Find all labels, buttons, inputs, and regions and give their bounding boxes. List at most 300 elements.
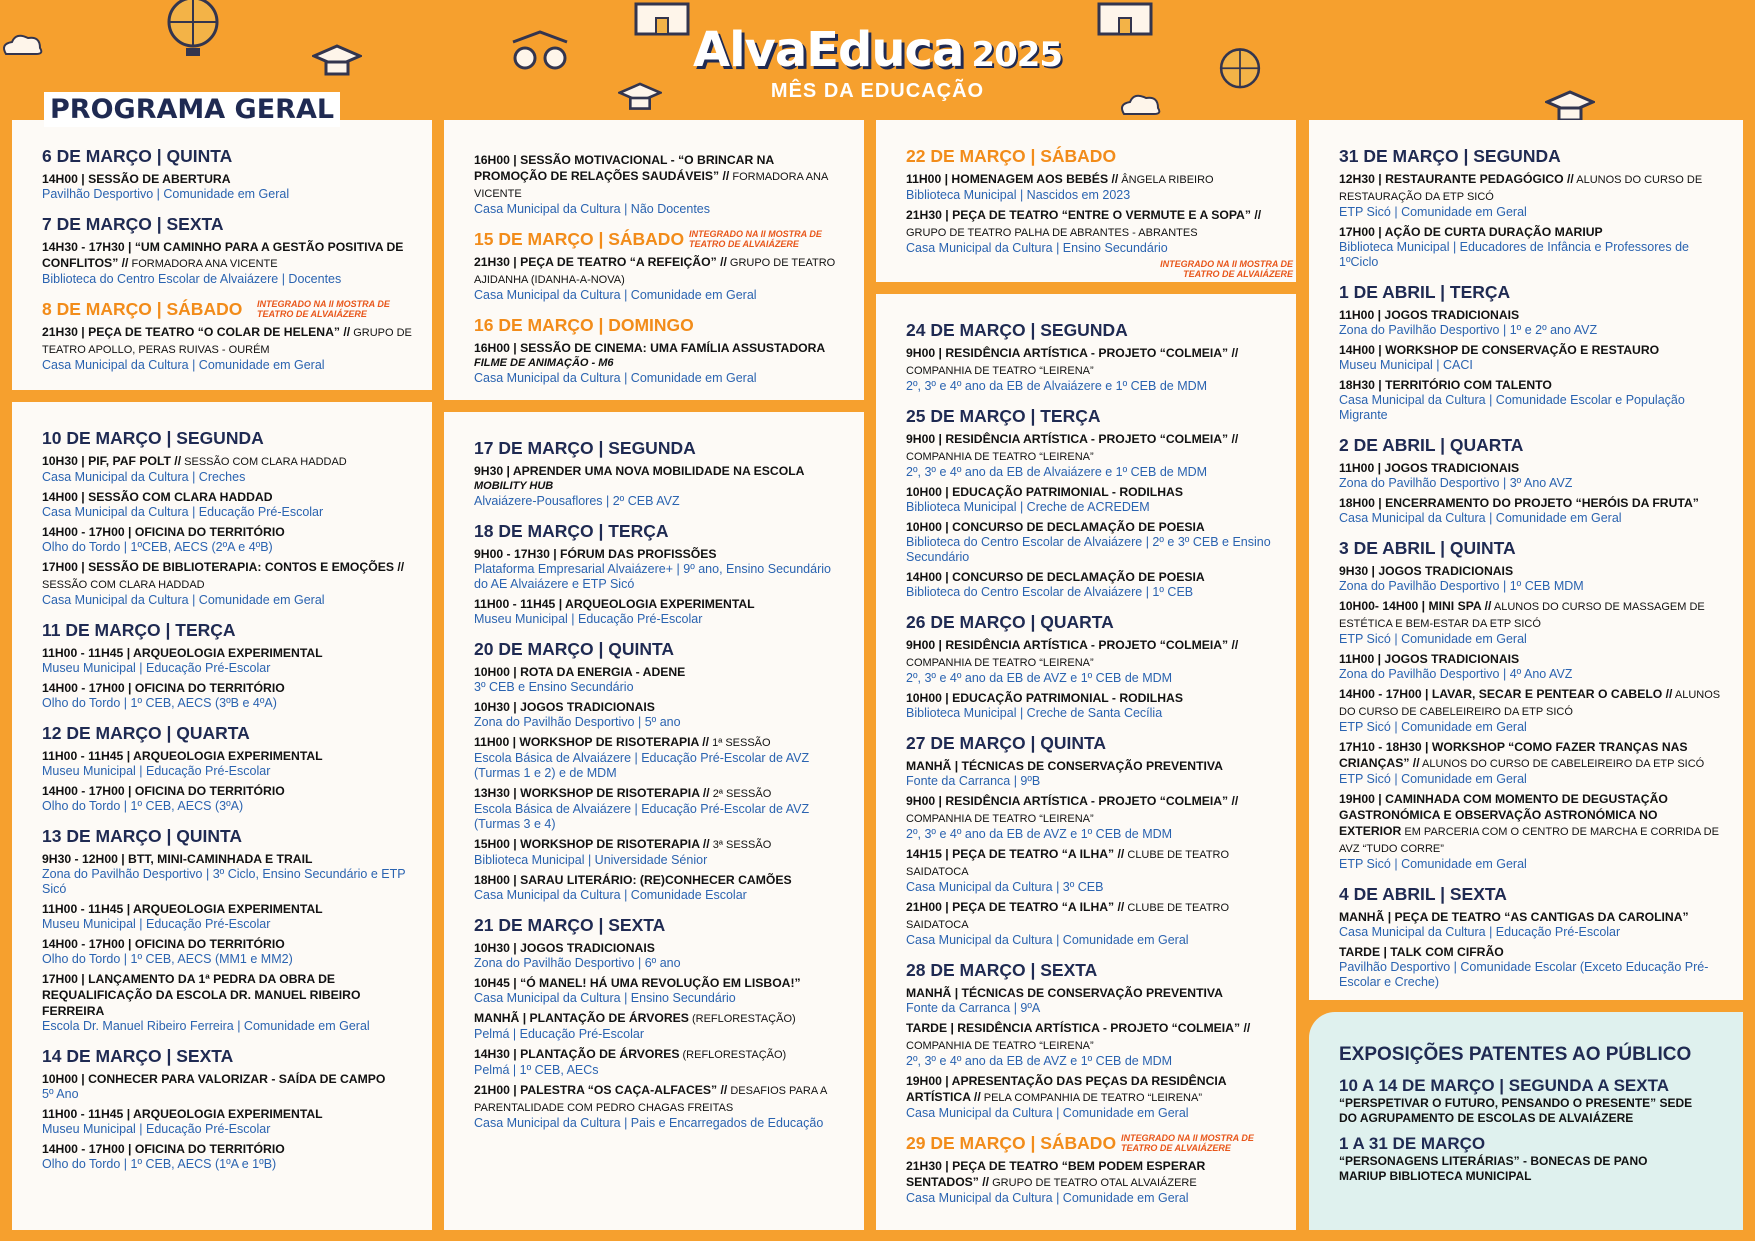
event-item xyxy=(906,793,1276,842)
event-location: Museu Municipal | Educação Pré-Escolar xyxy=(42,764,271,778)
event-location: ETP Sicó | Comunidade em Geral xyxy=(1339,632,1527,646)
event-location: Plataforma Empresarial Alvaiázere+ | 9º ano, Ensino Secundário do AE Alvaiázere e ETP Sicó xyxy=(474,562,831,591)
program-title: PROGRAMA GERAL xyxy=(44,92,340,127)
event-location: ETP Sicó | Comunidade em Geral xyxy=(1339,205,1527,219)
event-title: 14H30 - 17H30 | “UM CAMINHO PARA A GESTÃO POSITIVA DE CONFLITOS” // xyxy=(42,240,404,270)
event-title: 14H00 - 17H00 | OFICINA DO TERRITÓRIO xyxy=(42,1142,285,1156)
event-location: Casa Municipal da Cultura | Pais e Encarregados de Educação xyxy=(474,1116,824,1130)
event-title: 14H15 | PEÇA DE TEATRO “A ILHA” // xyxy=(906,847,1125,861)
event-detail: COMPANHIA DE TEATRO “LEIRENA” xyxy=(906,1040,1094,1052)
event-item xyxy=(42,324,412,373)
event-title: 21H30 | PEÇA DE TEATRO “O COLAR DE HELENA” // xyxy=(42,325,351,339)
day-heading: 27 DE MARÇO | QUINTA xyxy=(906,733,1107,753)
event-location: Casa Municipal da Cultura | Não Docentes xyxy=(474,202,711,216)
event-detail: COMPANHIA DE TEATRO “LEIRENA” xyxy=(906,451,1094,463)
event-location: Biblioteca Municipal | Creche de ACREDEM xyxy=(906,500,1150,514)
event-title: 14H00 - 17H00 | OFICINA DO TERRITÓRIO xyxy=(42,937,285,951)
event-item xyxy=(906,171,1276,203)
day-heading: 21 DE MARÇO | SEXTA xyxy=(474,915,666,935)
event-location: Casa Municipal da Cultura | 3º CEB xyxy=(906,880,1104,894)
event-title: 18H30 | TERRITÓRIO COM TALENTO xyxy=(1339,378,1552,392)
event-detail: PELA COMPANHIA DE TEATRO “LEIRENA” xyxy=(980,1092,1202,1104)
theatre-show-tag: INTEGRADO NA II MOSTRA DE TEATRO DE ALVAIÁZERE xyxy=(1121,1133,1254,1153)
event-detail: COMPANHIA DE TEATRO “LEIRENA” xyxy=(906,657,1094,669)
event-location: Casa Municipal da Cultura | Educação Pré-Escolar xyxy=(1339,925,1621,939)
event-location: Fonte da Carranca | 9ºA xyxy=(906,1001,1041,1015)
event-location: Olho do Tordo | 1ºCEB, AECS (2ºA e 4ºB) xyxy=(42,540,273,554)
event-item xyxy=(906,1158,1276,1206)
brand-title: AlvaEduca xyxy=(692,22,964,78)
event-item xyxy=(1339,651,1723,682)
event-location: Museu Municipal | Educação Pré-Escolar xyxy=(42,1122,271,1136)
schedule-panel-col2-bottom xyxy=(444,412,864,1230)
event-title: 10H00 | EDUCAÇÃO PATRIMONIAL - RODILHAS xyxy=(906,691,1183,705)
day-heading: 4 DE ABRIL | SEXTA xyxy=(1339,884,1507,904)
event-item xyxy=(474,699,844,730)
event-title: 10H00- 14H00 | MINI SPA // xyxy=(1339,599,1492,613)
day-heading: 26 DE MARÇO | QUARTA xyxy=(906,612,1114,632)
event-location: Casa Municipal da Cultura | Ensino Secundário xyxy=(474,991,736,1005)
event-detail: CLUBE DE TEATRO SAIDATOCA xyxy=(906,902,1230,931)
theatre-show-tag: INTEGRADO NA II MOSTRA DE TEATRO DE ALVAIÁZERE xyxy=(1160,259,1293,279)
event-location: Casa Municipal da Cultura | Comunidade em Geral xyxy=(474,371,757,385)
schedule-panel-col1-top xyxy=(12,120,432,390)
event-location: Casa Municipal da Cultura | Comunidade em Geral xyxy=(474,288,757,302)
event-location: Casa Municipal da Cultura | Educação Pré-Escolar xyxy=(42,505,324,519)
event-title: 10H30 | PIF, PAF POLT // xyxy=(42,454,182,468)
event-location: Museu Municipal | Educação Pré-Escolar xyxy=(42,661,271,675)
event-item xyxy=(1339,686,1723,735)
event-detail: SESSÃO COM CLARA HADDAD xyxy=(181,456,347,468)
event-title: MANHÃ | PLANTAÇÃO DE ÁRVORES xyxy=(474,1011,689,1025)
event-location: Olho do Tordo | 1º CEB, AECS (3ºB e 4ºA) xyxy=(42,696,277,710)
event-title: 16H00 | SESSÃO DE CINEMA: UMA FAMÍLIA ASSUSTADORA xyxy=(474,341,826,355)
event-location: Pelmá | Educação Pré-Escolar xyxy=(474,1027,644,1041)
event-location: Biblioteca do Centro Escolar de Alvaiázere | 1º CEB xyxy=(906,585,1194,599)
event-item xyxy=(474,254,844,303)
event-location: 2º, 3º e 4º ano da EB de AVZ e 1º CEB de MDM xyxy=(906,827,1173,841)
event-title: 11H00 - 11H45 | ARQUEOLOGIA EXPERIMENTAL xyxy=(42,902,323,916)
event-detail: EM PARCERIA COM O CENTRO DE MARCHA E CORRIDA DE AVZ “TUDO CORRE” xyxy=(1339,826,1719,855)
event-location: Zona do Pavilhão Desportivo | 3º Ciclo, Ensino Secundário e ETP Sicó xyxy=(42,867,406,896)
exhibition-item xyxy=(1339,1134,1723,1184)
event-location: Casa Municipal da Cultura | Comunidade em Geral xyxy=(906,1191,1189,1205)
event-item xyxy=(474,340,844,386)
event-title: 10H30 | JOGOS TRADICIONAIS xyxy=(474,700,655,714)
event-item xyxy=(474,836,844,868)
event-title: 17H00 | SESSÃO DE BIBLIOTERAPIA: CONTOS E EMOÇÕES // xyxy=(42,560,405,574)
event-location: 2º, 3º e 4º ano da EB de AVZ e 1º CEB de MDM xyxy=(906,671,1173,685)
event-item xyxy=(1339,171,1723,220)
event-title: 19H00 | CAMINHADA COM MOMENTO DE DEGUSTAÇÃO GASTRONÓMICA E OBSERVAÇÃO ASTRONÓMICA NO EXTERIOR xyxy=(1339,792,1668,838)
event-location: Casa Municipal da Cultura | Comunidade em Geral xyxy=(906,1106,1189,1120)
event-item xyxy=(42,559,412,608)
day-block xyxy=(1339,282,1723,423)
event-detail: ALUNOS DO CURSO DE CABELEIREIRO DA ETP SICÓ xyxy=(1339,689,1721,718)
event-title: 13H30 | WORKSHOP DE RISOTERAPIA // xyxy=(474,786,710,800)
day-heading: 14 DE MARÇO | SEXTA xyxy=(42,1046,234,1066)
exhibition-text: “PERSPETIVAR O FUTURO, PENSANDO O PRESENTE” SEDE DO AGRUPAMENTO DE ESCOLAS DE ALVAIÁZERE xyxy=(1339,1096,1693,1125)
schedule-panel-col3-top xyxy=(876,120,1296,282)
event-location: Casa Municipal da Cultura | Comunidade Escolar xyxy=(474,888,747,902)
event-location: Zona do Pavilhão Desportivo | 5º ano xyxy=(474,715,681,729)
event-location: Escola Básica de Alvaiázere | Educação Pré-Escolar de AVZ (Turmas 3 e 4) xyxy=(474,802,810,831)
event-title: 21H30 | PEÇA DE TEATRO “BEM PODEM ESPERAR SENTADOS” // xyxy=(906,1159,1206,1189)
event-item xyxy=(42,680,412,711)
event-title: 11H00 | JOGOS TRADICIONAIS xyxy=(1339,652,1520,666)
event-title: 17H10 - 18H30 | WORKSHOP “COMO FAZER TRANÇAS NAS CRIANÇAS” // xyxy=(1339,740,1688,770)
event-location: 2º, 3º e 4º ano da EB de Alvaiázere e 1º CEB de MDM xyxy=(906,465,1208,479)
event-detail: CLUBE DE TEATRO SAIDATOCA xyxy=(906,849,1230,878)
event-detail: DESAFIOS PARA A PARENTALIDADE COM PEDRO CHAGAS FREITAS xyxy=(474,1085,827,1114)
event-location: Zona do Pavilhão Desportivo | 3º Ano AVZ xyxy=(1339,476,1573,490)
event-item xyxy=(42,1141,412,1172)
event-title: 14H00 - 17H00 | OFICINA DO TERRITÓRIO xyxy=(42,525,285,539)
event-item xyxy=(474,152,844,217)
day-block xyxy=(1339,146,1723,270)
brand-year: 2025 xyxy=(971,35,1063,75)
event-location: Zona do Pavilhão Desportivo | 1º CEB MDM xyxy=(1339,579,1584,593)
event-item xyxy=(474,463,844,509)
event-item xyxy=(474,596,844,627)
event-location: Biblioteca do Centro Escolar de Alvaiázere | 2º e 3º CEB e Ensino Secundário xyxy=(906,535,1271,564)
day-heading: 6 DE MARÇO | QUINTA xyxy=(42,146,233,166)
day-heading: 28 DE MARÇO | SEXTA xyxy=(906,960,1098,980)
event-title: 17H00 | AÇÃO DE CURTA DURAÇÃO MARIUP xyxy=(1339,225,1603,239)
header xyxy=(0,22,1755,103)
event-location: Biblioteca Municipal | Educadores de Infância e Professores de 1ºCiclo xyxy=(1339,240,1689,269)
event-title: 18H00 | SARAU LITERÁRIO: (RE)CONHECER CAMÕES xyxy=(474,873,792,887)
event-detail: ALUNOS DO CURSO DE CABELEIREIRO DA ETP SICÓ xyxy=(1419,758,1705,770)
event-title: 18H00 | ENCERRAMENTO DO PROJETO “HERÓIS DA FRUTA” xyxy=(1339,496,1699,510)
event-item xyxy=(474,785,844,832)
event-title: 11H00 | JOGOS TRADICIONAIS xyxy=(1339,461,1520,475)
event-title: 11H00 - 11H45 | ARQUEOLOGIA EXPERIMENTAL xyxy=(42,1107,323,1121)
event-item xyxy=(906,690,1276,721)
event-title: 14H30 | PLANTAÇÃO DE ÁRVORES xyxy=(474,1047,680,1061)
event-title: 14H00 - 17H00 | OFICINA DO TERRITÓRIO xyxy=(42,784,285,798)
day-heading: 17 DE MARÇO | SEGUNDA xyxy=(474,438,696,458)
schedule-panel-col4 xyxy=(1309,120,1743,1000)
event-item xyxy=(1339,791,1723,872)
event-item xyxy=(1339,739,1723,787)
event-title: MANHÃ | PEÇA DE TEATRO “AS CANTIGAS DA CAROLINA” xyxy=(1339,910,1689,924)
event-title: 10H30 | JOGOS TRADICIONAIS xyxy=(474,941,655,955)
event-item xyxy=(42,489,412,520)
event-title: 9H30 | JOGOS TRADICIONAIS xyxy=(1339,564,1514,578)
day-block xyxy=(42,299,412,373)
event-title: 10H00 | ROTA DA ENERGIA - ADENE xyxy=(474,665,686,679)
day-block xyxy=(906,733,1276,948)
event-item xyxy=(42,524,412,555)
event-location: 2º, 3º e 4º ano da EB de Alvaiázere e 1º CEB de MDM xyxy=(906,379,1208,393)
event-item xyxy=(906,569,1276,600)
event-location: Biblioteca Municipal | Nascidos em 2023 xyxy=(906,188,1131,202)
event-item xyxy=(42,239,412,287)
exhibition-text: “PERSONAGENS LITERÁRIAS” - BONECAS DE PANO MARIUP BIBLIOTECA MUNICIPAL xyxy=(1339,1154,1648,1183)
day-block xyxy=(906,146,1276,256)
event-detail: GRUPO DE TEATRO OTAL ALVAIÁZERE xyxy=(989,1177,1197,1189)
event-title: 9H00 | RESIDÊNCIA ARTÍSTICA - PROJETO “COLMEIA” // xyxy=(906,794,1239,808)
event-title: 9H00 | RESIDÊNCIA ARTÍSTICA - PROJETO “COLMEIA” // xyxy=(906,638,1239,652)
event-title: 9H00 | RESIDÊNCIA ARTÍSTICA - PROJETO “COLMEIA” // xyxy=(906,432,1239,446)
day-heading: 2 DE ABRIL | QUARTA xyxy=(1339,435,1524,455)
event-item xyxy=(906,431,1276,480)
event-item xyxy=(906,207,1276,256)
event-detail: ALUNOS DO CURSO DE MASSAGEM DE ESTÉTICA E BEM-ESTAR DA ETP SICÓ xyxy=(1339,601,1705,630)
day-block xyxy=(1339,884,1723,990)
event-title: 11H00 - 11H45 | ARQUEOLOGIA EXPERIMENTAL xyxy=(42,749,323,763)
event-location: Casa Municipal da Cultura | Comunidade Escolar e População Migrante xyxy=(1339,393,1685,422)
event-title: 15H00 | WORKSHOP DE RISOTERAPIA // xyxy=(474,837,710,851)
event-detail: (REFLORESTAÇÃO) xyxy=(688,1013,796,1025)
event-item xyxy=(42,645,412,676)
event-title: 10H00 | CONCURSO DE DECLAMAÇÃO DE POESIA xyxy=(906,520,1205,534)
event-item xyxy=(1339,909,1723,940)
event-item xyxy=(1339,307,1723,338)
event-item xyxy=(906,846,1276,895)
day-block xyxy=(474,639,844,903)
day-block xyxy=(474,438,844,509)
event-title: 17H00 | LANÇAMENTO DA 1ª PEDRA DA OBRA DE REQUALIFICAÇÃO DA ESCOLA DR. MANUEL RIBEIRO FERREIRA xyxy=(42,972,361,1018)
event-title: 9H30 | APRENDER UMA NOVA MOBILIDADE NA ESCOLA xyxy=(474,464,805,478)
event-title: 21H30 | PEÇA DE TEATRO “A REFEIÇÃO” // xyxy=(474,255,727,269)
day-block xyxy=(906,1133,1276,1206)
event-title: 10H00 | CONHECER PARA VALORIZAR - SAÍDA DE CAMPO xyxy=(42,1072,386,1086)
event-title: 14H00 | WORKSHOP DE CONSERVAÇÃO E RESTAURO xyxy=(1339,343,1660,357)
day-block xyxy=(474,315,844,386)
day-block xyxy=(42,146,412,202)
event-title: TARDE | RESIDÊNCIA ARTÍSTICA - PROJETO “COLMEIA” // xyxy=(906,1021,1251,1035)
theatre-show-tag: INTEGRADO NA II MOSTRA DE TEATRO DE ALVAIÁZERE xyxy=(257,299,390,319)
event-location: Casa Municipal da Cultura | Ensino Secundário xyxy=(906,241,1168,255)
event-item xyxy=(42,171,412,202)
event-detail: 3ª SESSÃO xyxy=(709,839,772,851)
event-location: ETP Sicó | Comunidade em Geral xyxy=(1339,772,1527,786)
day-block xyxy=(906,960,1276,1121)
day-block xyxy=(474,915,844,1131)
event-item xyxy=(906,1020,1276,1069)
event-title: 12H30 | RESTAURANTE PEDAGÓGICO // xyxy=(1339,172,1574,186)
event-title: 9H30 - 12H00 | BTT, MINI-CAMINHADA E TRAIL xyxy=(42,852,313,866)
day-block xyxy=(474,521,844,627)
day-heading: 7 DE MARÇO | SEXTA xyxy=(42,214,224,234)
event-title: 9H00 - 17H30 | FÓRUM DAS PROFISSÕES xyxy=(474,547,717,561)
day-heading: 1 DE ABRIL | TERÇA xyxy=(1339,282,1511,302)
event-title: 10H00 | EDUCAÇÃO PATRIMONIAL - RODILHAS xyxy=(906,485,1183,499)
event-item xyxy=(42,453,412,485)
event-item xyxy=(906,519,1276,565)
event-title: MANHÃ | TÉCNICAS DE CONSERVAÇÃO PREVENTIVA xyxy=(906,986,1223,1000)
event-location: Casa Municipal da Cultura | Creches xyxy=(42,470,246,484)
event-detail: 2ª SESSÃO xyxy=(709,788,772,800)
event-location: Biblioteca do Centro Escolar de Alvaiázere | Docentes xyxy=(42,272,342,286)
event-title: 21H00 | PEÇA DE TEATRO “A ILHA” // xyxy=(906,900,1125,914)
event-detail: GRUPO DE TEATRO APOLLO, PERAS RUIVAS - OURÉM xyxy=(42,327,412,356)
event-item xyxy=(42,901,412,932)
event-item xyxy=(1339,460,1723,491)
event-location: Pavilhão Desportivo | Comunidade Escolar (Exceto Educação Pré-Escolar e Creche) xyxy=(1339,960,1709,989)
event-location: Olho do Tordo | 1º CEB, AECS (MM1 e MM2) xyxy=(42,952,293,966)
day-heading: 15 DE MARÇO | SÁBADO xyxy=(474,229,685,249)
event-location: Zona do Pavilhão Desportivo | 6º ano xyxy=(474,956,681,970)
event-location: Escola Básica de Alvaiázere | Educação Pré-Escolar de AVZ (Turmas 1 e 2) e de MDM xyxy=(474,751,810,780)
event-title: 14H00 - 17H00 | LAVAR, SECAR E PENTEAR O CABELO // xyxy=(1339,687,1673,701)
event-location: Biblioteca Municipal | Creche de Santa Cecília xyxy=(906,706,1163,720)
event-detail: 1ª SESSÃO xyxy=(709,737,771,749)
event-title: 11H00 | JOGOS TRADICIONAIS xyxy=(1339,308,1520,322)
event-location: Biblioteca Municipal | Universidade Sénior xyxy=(474,853,708,867)
event-item xyxy=(474,1082,844,1131)
event-title: 14H00 | SESSÃO DE ABERTURA xyxy=(42,172,231,186)
event-location: Olho do Tordo | 1º CEB, AECS (3ºA) xyxy=(42,799,244,813)
event-title: TARDE | TALK COM CIFRÃO xyxy=(1339,945,1504,959)
event-title: 14H00 | CONCURSO DE DECLAMAÇÃO DE POESIA xyxy=(906,570,1205,584)
event-subtitle: FILME DE ANIMAÇÃO - M6 xyxy=(474,357,614,369)
event-item xyxy=(906,985,1276,1016)
exhibitions-panel xyxy=(1309,1012,1743,1230)
day-block xyxy=(474,152,844,217)
event-item xyxy=(906,1073,1276,1121)
event-item xyxy=(474,940,844,971)
day-block xyxy=(42,428,412,608)
event-item xyxy=(42,851,412,897)
event-detail: GRUPO DE TEATRO AJIDANHA (IDANHA-A-NOVA) xyxy=(474,257,836,286)
event-title: 11H00 | HOMENAGEM AOS BEBÉS // xyxy=(906,172,1119,186)
event-detail: GRUPO DE TEATRO PALHA DE ABRANTES - ABRANTES xyxy=(906,227,1198,239)
day-heading: 11 DE MARÇO | TERÇA xyxy=(42,620,236,640)
event-title: 10H45 | “Ó MANEL! HÁ UMA REVOLUÇÃO EM LISBOA!” xyxy=(474,976,801,990)
event-location: Pavilhão Desportivo | Comunidade em Geral xyxy=(42,187,290,201)
event-title: 9H00 | RESIDÊNCIA ARTÍSTICA - PROJETO “COLMEIA” // xyxy=(906,346,1239,360)
exhibition-item xyxy=(1339,1076,1723,1126)
event-location: Casa Municipal da Cultura | Comunidade em Geral xyxy=(906,933,1189,947)
event-title: 11H00 - 11H45 | ARQUEOLOGIA EXPERIMENTAL xyxy=(474,597,755,611)
event-location: 3º CEB e Ensino Secundário xyxy=(474,680,634,694)
event-item xyxy=(906,899,1276,948)
event-item xyxy=(1339,377,1723,423)
day-block xyxy=(474,229,844,303)
day-heading: 10 DE MARÇO | SEGUNDA xyxy=(42,428,264,448)
event-item xyxy=(474,546,844,592)
event-item xyxy=(474,734,844,781)
day-heading: 24 DE MARÇO | SEGUNDA xyxy=(906,320,1128,340)
event-location: 5º Ano xyxy=(42,1087,79,1101)
day-block xyxy=(1339,538,1723,872)
event-item xyxy=(42,936,412,967)
day-heading: 13 DE MARÇO | QUINTA xyxy=(42,826,243,846)
event-title: 21H00 | PALESTRA “OS CAÇA-ALFACES” // xyxy=(474,1083,728,1097)
event-detail: FORMADORA ANA VICENTE xyxy=(128,258,278,270)
event-location: Zona do Pavilhão Desportivo | 4º Ano AVZ xyxy=(1339,667,1573,681)
day-heading: 3 DE ABRIL | QUINTA xyxy=(1339,538,1516,558)
event-subtitle: MOBILITY HUB xyxy=(474,480,554,492)
event-location: Casa Municipal da Cultura | Comunidade em Geral xyxy=(42,358,325,372)
event-detail: ALUNOS DO CURSO DE RESTAURAÇÃO DA ETP SICÓ xyxy=(1339,174,1703,203)
day-heading: 8 DE MARÇO | SÁBADO xyxy=(42,299,243,319)
event-item xyxy=(42,1071,412,1102)
event-title: 14H00 | SESSÃO COM CLARA HADDAD xyxy=(42,490,273,504)
day-block xyxy=(906,406,1276,600)
event-location: ETP Sicó | Comunidade em Geral xyxy=(1339,857,1527,871)
event-item xyxy=(906,637,1276,686)
exhibitions-title: EXPOSIÇÕES PATENTES AO PÚBLICO xyxy=(1339,1044,1692,1065)
event-location: Casa Municipal da Cultura | Comunidade em Geral xyxy=(42,593,325,607)
event-detail: COMPANHIA DE TEATRO “LEIRENA” xyxy=(906,813,1094,825)
event-location: 2º, 3º e 4º ano da EB de AVZ e 1º CEB de MDM xyxy=(906,1054,1173,1068)
event-title: 21H30 | PEÇA DE TEATRO “ENTRE O VERMUTE E A SOPA” // xyxy=(906,208,1262,222)
event-location: Pelmá | 1º CEB, AECs xyxy=(474,1063,599,1077)
event-item xyxy=(906,758,1276,789)
day-block xyxy=(906,612,1276,721)
event-title: 16H00 | SESSÃO MOTIVACIONAL - “O BRINCAR NA PROMOÇÃO DE RELAÇÕES SAUDÁVEIS” // xyxy=(474,153,774,183)
event-location: Olho do Tordo | 1º CEB, AECS (1ºA e 1ºB) xyxy=(42,1157,277,1171)
schedule-panel-col1-bottom xyxy=(12,402,432,1230)
event-detail: SESSÃO COM CLARA HADDAD xyxy=(42,579,205,591)
event-item xyxy=(474,872,844,903)
event-detail: (REFLORESTAÇÃO) xyxy=(679,1049,787,1061)
day-heading: 31 DE MARÇO | SEGUNDA xyxy=(1339,146,1561,166)
event-title: 11H00 - 11H45 | ARQUEOLOGIA EXPERIMENTAL xyxy=(42,646,323,660)
day-heading: 29 DE MARÇO | SÁBADO xyxy=(906,1133,1117,1153)
event-item xyxy=(42,748,412,779)
event-item xyxy=(42,783,412,814)
event-item xyxy=(474,975,844,1006)
exhibition-date: 1 A 31 DE MARÇO xyxy=(1339,1134,1486,1153)
day-block xyxy=(42,826,412,1034)
event-title: 19H00 | APRESENTAÇÃO DAS PEÇAS DA RESIDÊNCIA ARTÍSTICA // xyxy=(906,1074,1227,1104)
day-heading: 25 DE MARÇO | TERÇA xyxy=(906,406,1101,426)
day-block xyxy=(42,620,412,711)
event-location: Casa Municipal da Cultura | Comunidade em Geral xyxy=(1339,511,1622,525)
event-item xyxy=(1339,224,1723,270)
day-heading: 12 DE MARÇO | QUARTA xyxy=(42,723,250,743)
event-detail: COMPANHIA DE TEATRO “LEIRENA” xyxy=(906,365,1094,377)
day-block xyxy=(906,320,1276,394)
day-heading: 16 DE MARÇO | DOMINGO xyxy=(474,315,694,335)
event-title: MANHÃ | TÉCNICAS DE CONSERVAÇÃO PREVENTIVA xyxy=(906,759,1223,773)
event-location: Museu Municipal | Educação Pré-Escolar xyxy=(474,612,703,626)
event-item xyxy=(1339,495,1723,526)
event-item xyxy=(1339,342,1723,373)
day-heading: 18 DE MARÇO | TERÇA xyxy=(474,521,669,541)
day-block xyxy=(42,1046,412,1172)
event-title: 14H00 - 17H00 | OFICINA DO TERRITÓRIO xyxy=(42,681,285,695)
event-location: Escola Dr. Manuel Ribeiro Ferreira | Comunidade em Geral xyxy=(42,1019,370,1033)
event-detail: FORMADORA ANA VICENTE xyxy=(474,171,828,200)
event-item xyxy=(906,345,1276,394)
event-location: Museu Municipal | CACI xyxy=(1339,358,1473,372)
event-location: ETP Sicó | Comunidade em Geral xyxy=(1339,720,1527,734)
event-item xyxy=(42,971,412,1034)
event-item xyxy=(474,1046,844,1078)
day-block xyxy=(42,214,412,287)
event-location: Alvaiázere-Pousaflores | 2º CEB AVZ xyxy=(474,494,680,508)
event-item xyxy=(474,1010,844,1042)
event-location: Zona do Pavilhão Desportivo | 1º e 2º ano AVZ xyxy=(1339,323,1598,337)
event-location: Museu Municipal | Educação Pré-Escolar xyxy=(42,917,271,931)
header-subtitle: MÊS DA EDUCAÇÃO xyxy=(770,80,985,102)
event-item xyxy=(474,664,844,695)
day-heading: 22 DE MARÇO | SÁBADO xyxy=(906,146,1117,166)
exhibition-date: 10 A 14 DE MARÇO | SEGUNDA A SEXTA xyxy=(1339,1076,1670,1095)
event-item xyxy=(906,484,1276,515)
event-title: 11H00 | WORKSHOP DE RISOTERAPIA // xyxy=(474,735,710,749)
event-item xyxy=(1339,563,1723,594)
day-heading: 20 DE MARÇO | QUINTA xyxy=(474,639,675,659)
event-item xyxy=(42,1106,412,1137)
event-item xyxy=(1339,598,1723,647)
